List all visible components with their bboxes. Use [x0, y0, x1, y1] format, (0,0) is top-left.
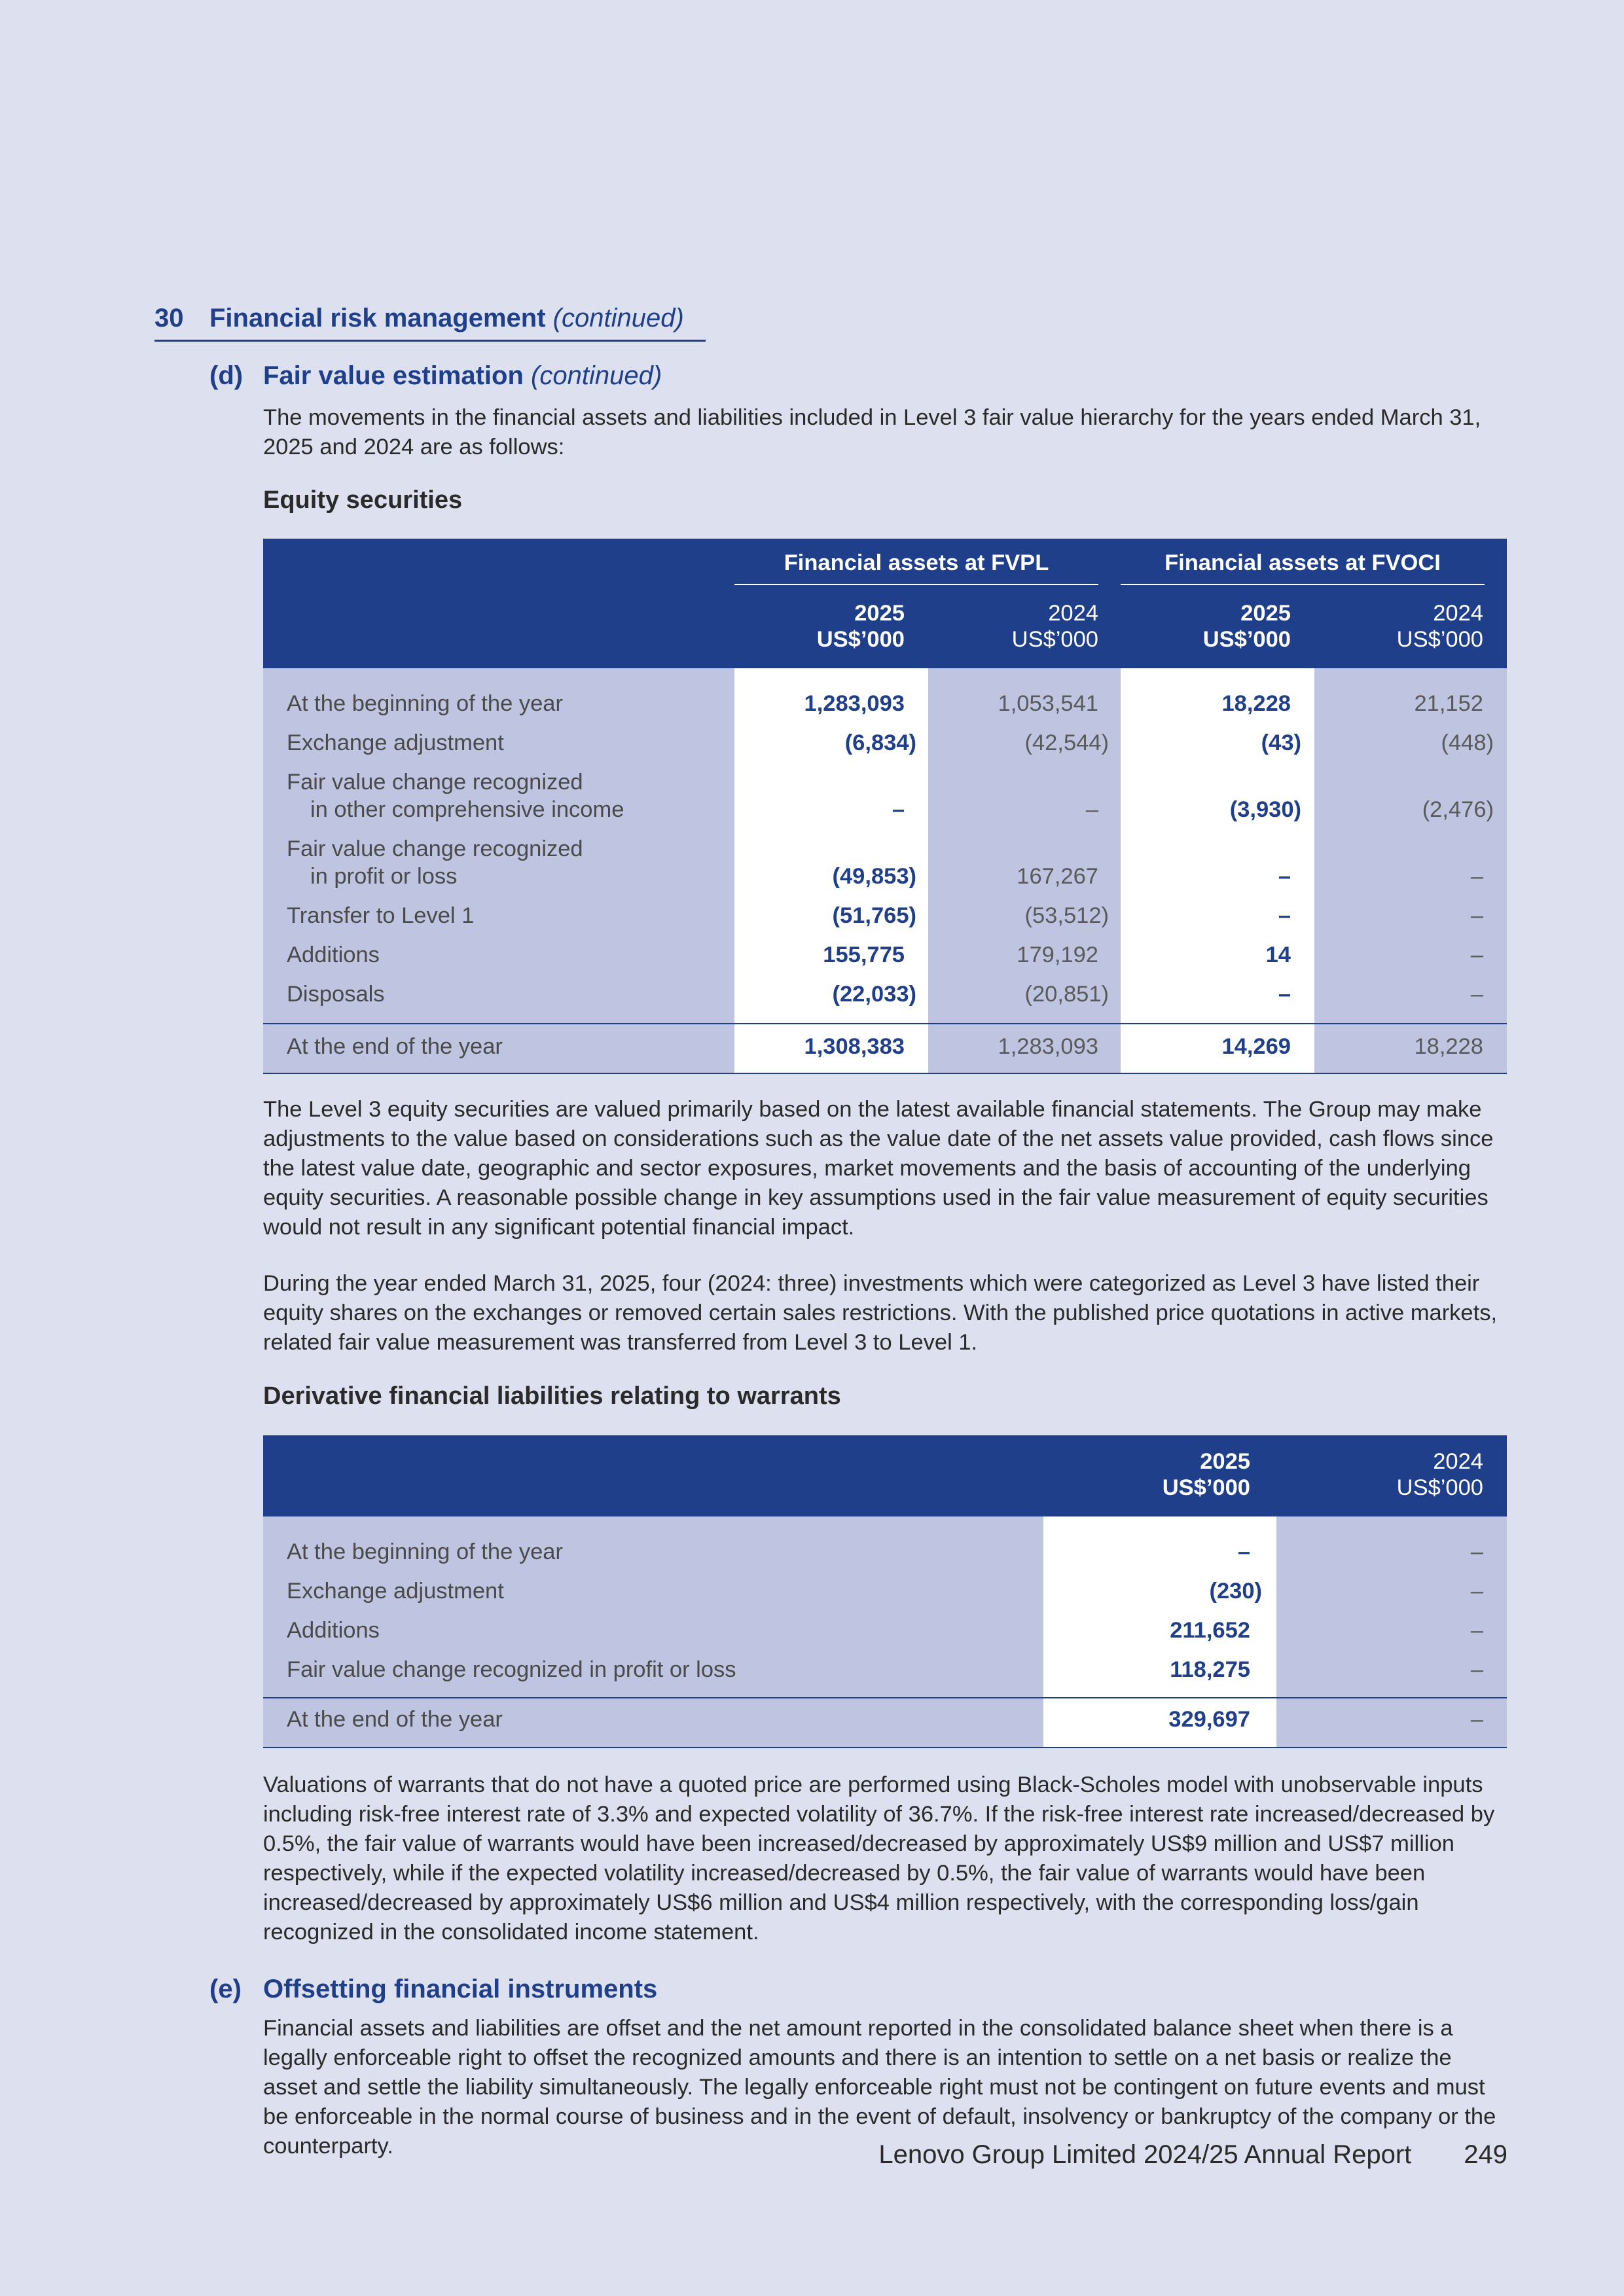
equity-cell: 155,775 [823, 942, 905, 967]
equity-cell: (49,853) [832, 864, 916, 889]
warrant-total-cell: – [1470, 1707, 1483, 1732]
warrant-header-2024-year: 2024 [1433, 1449, 1483, 1474]
equity-total-cell: 18,228 [1414, 1034, 1483, 1059]
subsection-d-label: (d) [209, 361, 244, 390]
header-fvpl-2024-unit: US$’000 [1011, 627, 1098, 652]
footer-company: Lenovo Group Limited [878, 2140, 1136, 2169]
equity-total-rule-bottom [263, 1073, 1507, 1074]
warrant-cell: – [1470, 1618, 1483, 1643]
warrant-cell: 118,275 [1170, 1657, 1250, 1682]
equity-cell: (51,765) [832, 903, 916, 928]
equity-row-label: Fair value change recognized [287, 770, 583, 795]
equity-total-rule-top [263, 1023, 1507, 1024]
equity-row-label: Fair value change recognized [287, 836, 583, 861]
header-fvpl-2025-year: 2025 [854, 601, 905, 626]
warrant-liabilities-table [263, 1435, 1507, 1748]
equity-row-label: Exchange adjustment [287, 730, 504, 755]
warrant-header-2025-unit: US$’000 [1162, 1475, 1250, 1500]
equity-row-label: Additions [287, 942, 380, 967]
equity-row-label-cont: in other comprehensive income [310, 797, 624, 822]
subsection-d-continued: (continued) [531, 361, 662, 390]
warrant-row-label: At the beginning of the year [287, 1539, 563, 1564]
intro-paragraph: The movements in the financial assets and liabilities included in Level 3 fair value hierarchy for the years ended March 31, 2025 and 2024 are as follows: [263, 405, 1481, 459]
subsection-d-heading [209, 361, 799, 393]
header-fvpl-2024-year: 2024 [1048, 601, 1098, 626]
equity-cell: (20,851) [1024, 982, 1109, 1007]
warrant-cell: – [1470, 1539, 1483, 1564]
warrant-row-label: Additions [287, 1618, 380, 1643]
section-title: Financial risk management [209, 304, 546, 332]
equity-cell: – [1278, 982, 1291, 1007]
warrant-total-rule-top [263, 1697, 1507, 1698]
equity-cell: 1,053,541 [998, 691, 1098, 716]
page-number: 249 [1464, 2140, 1507, 2169]
section-heading [154, 304, 706, 342]
equity-cell: – [892, 797, 905, 822]
equity-cell: – [1278, 903, 1291, 928]
equity-securities-table [263, 539, 1507, 1074]
warrants-paragraph: Valuations of warrants that do not have a quoted price are performed using Black-Scholes model with unobservable inputs including risk-free interest rate of 3.3% and expected volatility of 36.7%. If the risk-free interest rate increased/decreased by 0.5%, the fair value of warrants would have been increased/decreased by approximately US$9 million and US$7 million respectively, while if the expected volatility increased/decreased by 0.5%, the fair value of warrants would have been increased/decreased by approximately US$6 million and US$4 million respectively, with the corresponding loss/gain recognized in the consolidated income statement. [263, 1772, 1495, 1945]
subsection-e-heading [209, 1975, 799, 2006]
group-fvpl: Financial assets at FVPL [734, 550, 1098, 585]
equity-total-label: At the end of the year [287, 1034, 503, 1059]
equity-cell: 1,283,093 [804, 691, 905, 716]
equity-row-label: At the beginning of the year [287, 691, 563, 716]
warrant-header-2024-unit: US$’000 [1396, 1475, 1483, 1500]
equity-cell: – [1470, 903, 1483, 928]
equity-cell: – [1085, 797, 1098, 822]
equity-cell: 167,267 [1017, 864, 1098, 889]
group-fvoci: Financial assets at FVOCI [1121, 550, 1485, 585]
equity-cell: – [1470, 864, 1483, 889]
equity-cell: (2,476) [1422, 797, 1494, 822]
page-footer [878, 2140, 1507, 2170]
subsection-d-title-wrap [263, 361, 662, 391]
offsetting-paragraph: Financial assets and liabilities are offset and the net amount reported in the consolidated balance sheet when there is a legally enforceable right to offset the recognized amounts and there is an intention to settle on a net basis or realize the asset and settle the liability simultaneously. The legally enforceable right must not be contingent on future events and must be enforceable in the normal course of business and in the event of default, insolvency or bankruptcy of the company or the counterparty. [263, 2016, 1496, 2159]
equity-row-label: Disposals [287, 982, 385, 1007]
equity-row-label-cont: in profit or loss [310, 864, 458, 889]
equity-total-cell: 14,269 [1221, 1034, 1291, 1059]
header-fvoci-2025-unit: US$’000 [1202, 627, 1291, 652]
equity-cell: – [1470, 942, 1483, 967]
warrant-cell: 211,652 [1170, 1618, 1250, 1643]
equity-total-cell: 1,283,093 [998, 1034, 1098, 1059]
equity-row-label: Transfer to Level 1 [287, 903, 475, 928]
warrant-row-label: Exchange adjustment [287, 1579, 504, 1604]
equity-cell: 18,228 [1221, 691, 1291, 716]
warrant-header-2025-year: 2025 [1200, 1449, 1250, 1474]
warrant-total-cell: 329,697 [1168, 1707, 1250, 1732]
warrant-cell: (230) [1209, 1579, 1262, 1604]
header-fvoci-2024-year: 2024 [1433, 601, 1483, 626]
equity-cell: 179,192 [1017, 942, 1098, 967]
warrant-table-title: Derivative financial liabilities relating to warrants [263, 1382, 841, 1410]
equity-cell: (53,512) [1024, 903, 1109, 928]
equity-cell: (42,544) [1024, 730, 1109, 755]
equity-table-title: Equity securities [263, 486, 463, 514]
warrant-cell: – [1470, 1657, 1483, 1682]
equity-cell: (6,834) [844, 730, 916, 755]
level3-paragraph: The Level 3 equity securities are valued primarily based on the latest available financial statements. The Group may make adjustments to the value based on considerations such as the value date of the net assets value provided, cash flows since the latest value date, geographic and sector exposures, market movements and the basis of accounting of the underlying equity securities. A reasonable possible change in key assumptions used in the fair value measurement of equity securities would not result in any significant potential financial impact. [263, 1097, 1494, 1240]
section-number: 30 [154, 304, 184, 332]
subsection-e-label: (e) [209, 1975, 242, 2003]
equity-cell: (22,033) [832, 982, 916, 1007]
subsection-d-title: Fair value estimation [263, 361, 524, 390]
warrant-cell: – [1470, 1579, 1483, 1604]
equity-cell: – [1470, 982, 1483, 1007]
warrant-row-label: Fair value change recognized in profit or loss [287, 1657, 736, 1682]
equity-cell: (43) [1261, 730, 1301, 755]
warrant-total-rule-bottom [263, 1747, 1507, 1748]
header-fvoci-2025-year: 2025 [1240, 601, 1291, 626]
equity-cell: (3,930) [1229, 797, 1301, 822]
equity-cell: – [1278, 864, 1291, 889]
equity-cell: 14 [1265, 942, 1291, 967]
warrant-cell: – [1237, 1539, 1250, 1564]
equity-total-cell: 1,308,383 [804, 1034, 905, 1059]
header-fvpl-2025-unit: US$’000 [816, 627, 905, 652]
transfer-paragraph: During the year ended March 31, 2025, four (2024: three) investments which were categorized as Level 3 have listed their equity shares on the exchanges or removed certain sales restrictions. With the published price quotations in active markets, related fair value measurement was transferred from Level 3 to Level 1. [263, 1271, 1498, 1355]
subsection-e-title: Offsetting financial instruments [263, 1975, 658, 2003]
warrant-total-label: At the end of the year [287, 1707, 503, 1732]
warrant-table-header [263, 1435, 1507, 1516]
equity-cell: 21,152 [1414, 691, 1483, 716]
equity-cell: (448) [1441, 730, 1494, 755]
footer-report: 2024/25 Annual Report [1144, 2140, 1412, 2169]
section-continued: (continued) [552, 304, 684, 332]
header-fvoci-2024-unit: US$’000 [1396, 627, 1483, 652]
